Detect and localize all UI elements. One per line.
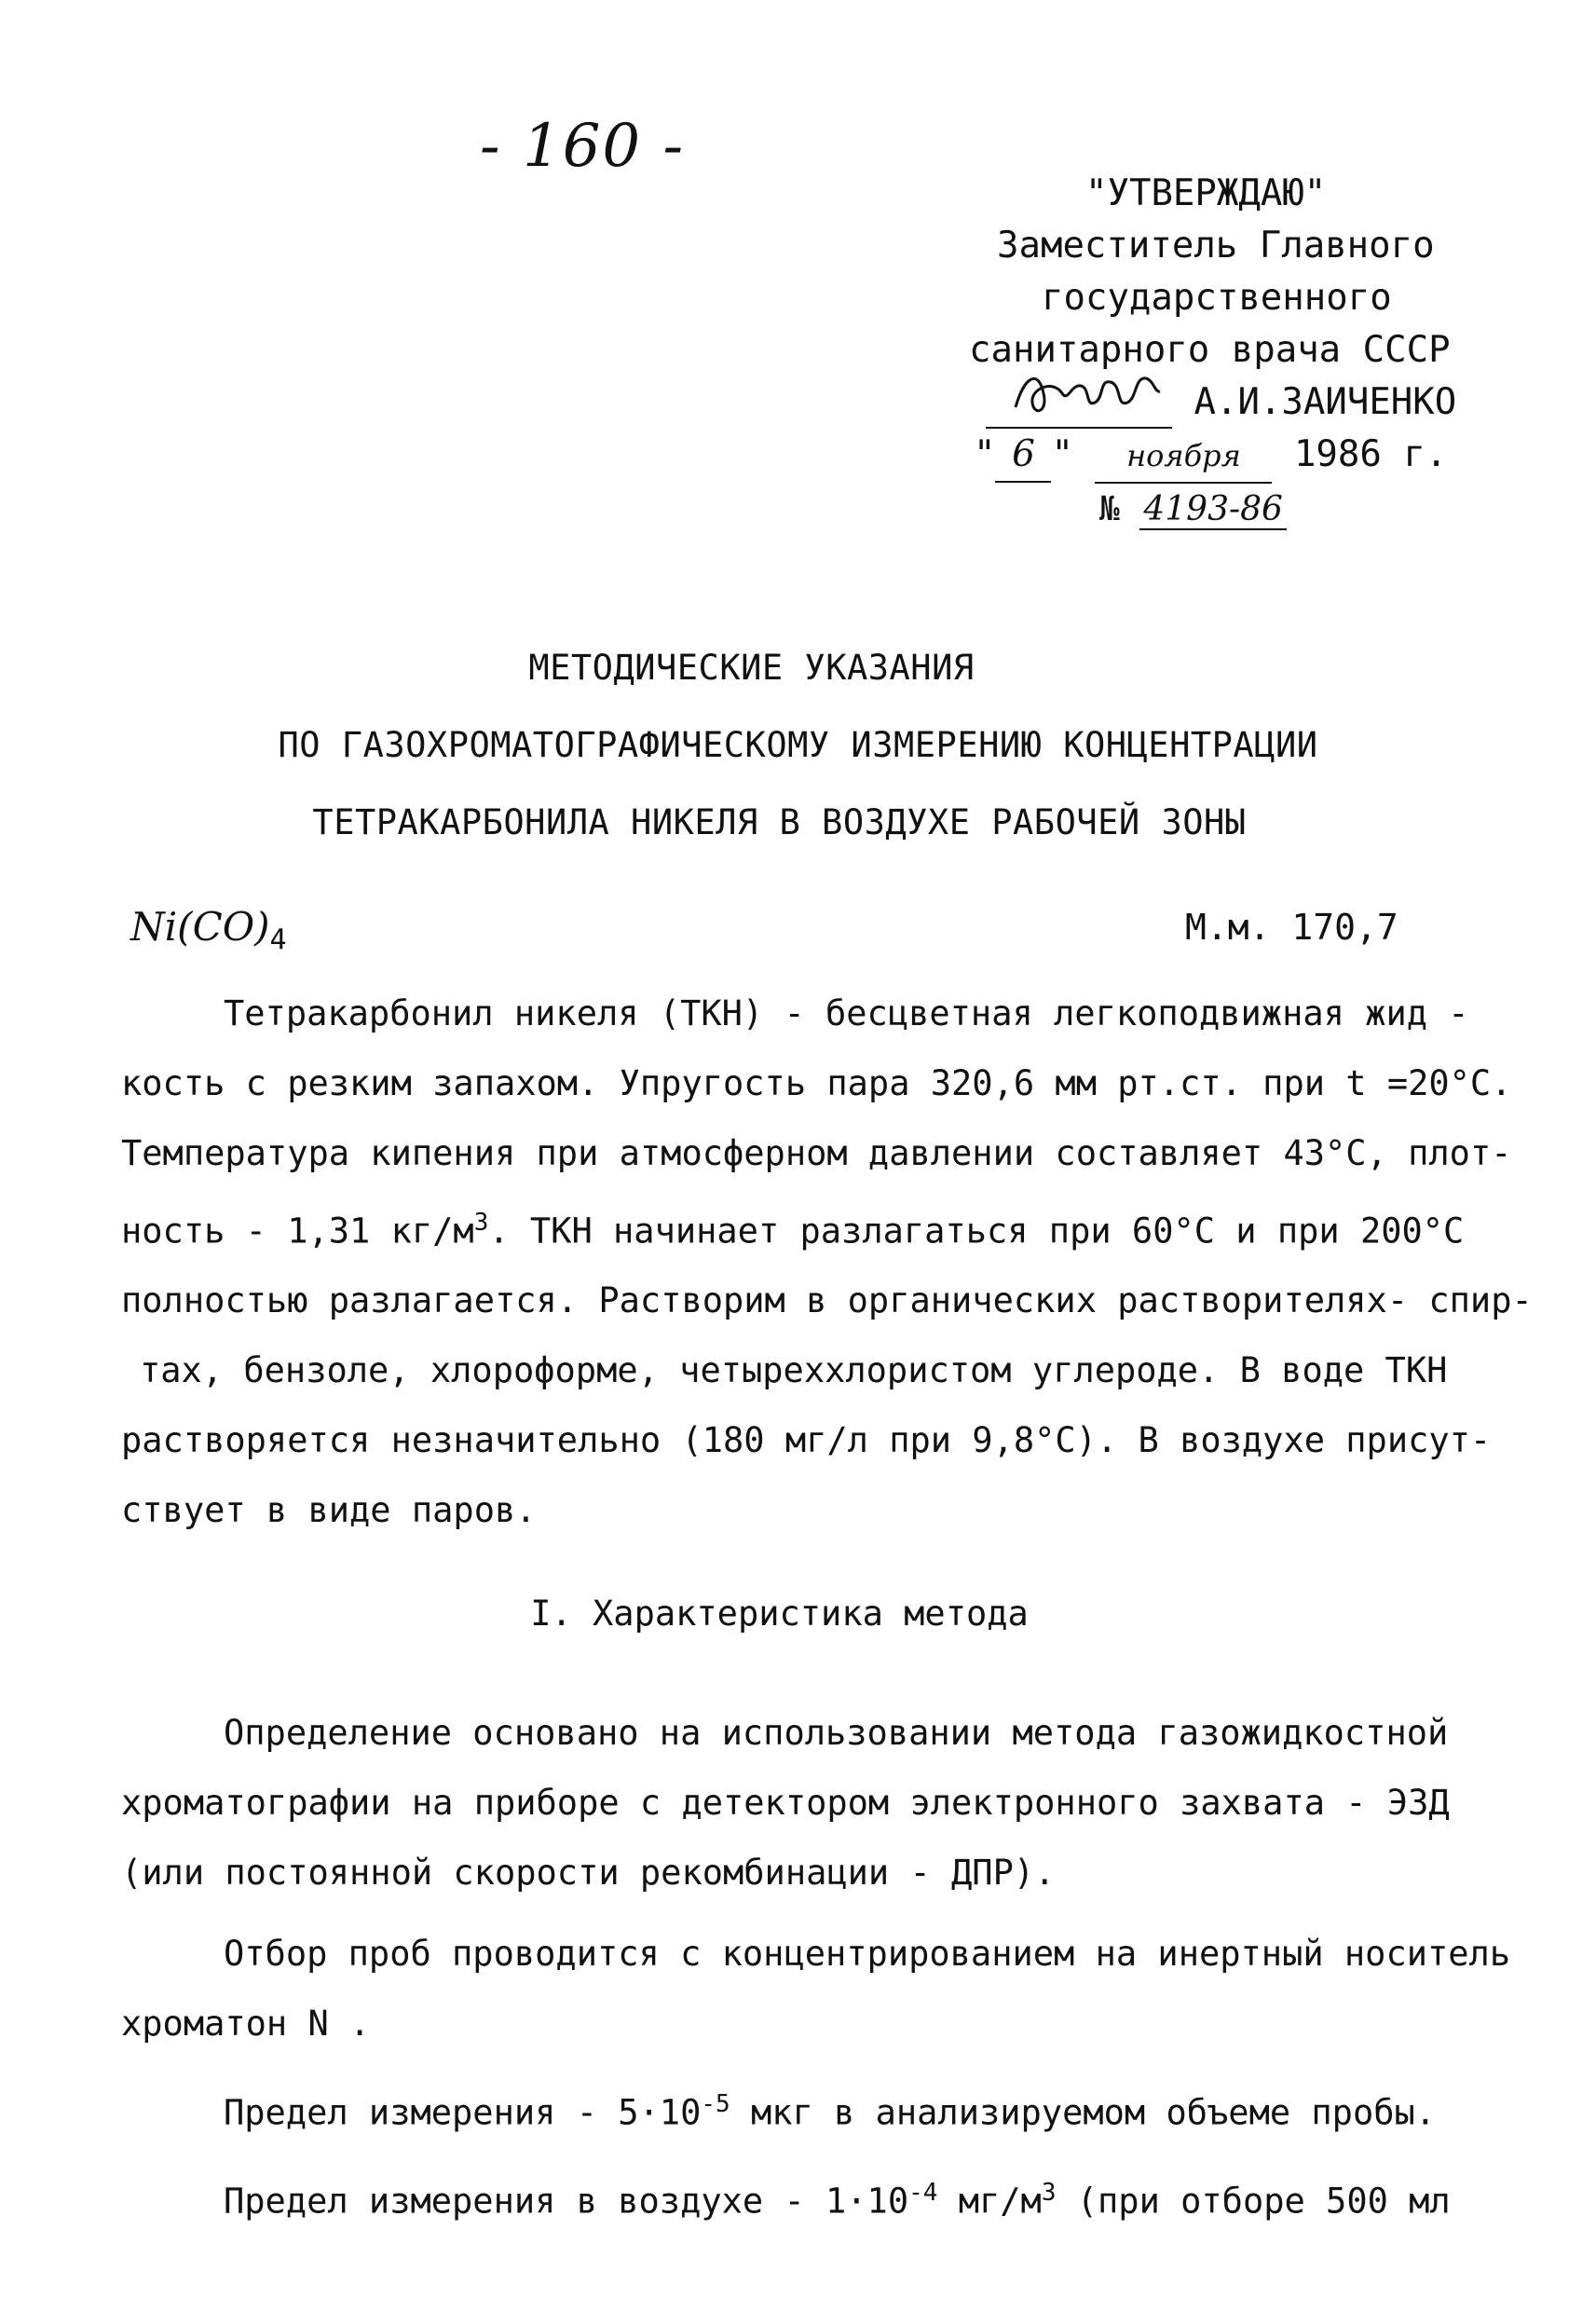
method-description: [121, 1698, 1511, 2237]
approval-date: " 6 " ноября 1986 г.: [969, 429, 1491, 484]
description-line: полностью разлагается. Растворим в органических растворителях- спир-: [121, 1280, 1533, 1321]
approval-position-line1: Заместитель Главного: [997, 225, 1435, 267]
section-heading: I. Характеристика метода: [530, 1594, 1029, 1634]
signature-line: [969, 376, 1491, 429]
substance-description: [121, 978, 1533, 1545]
title-line-1: МЕТОДИЧЕСКИЕ УКАЗАНИЯ: [528, 648, 975, 688]
approval-stamp: [969, 168, 1491, 536]
description-line: Тетракарбонил никеля (ТКН) - бесцветная легкоподвижная жид -: [224, 993, 1469, 1033]
approval-position-line2: государственного: [1042, 277, 1392, 319]
date-month: ноября: [1095, 430, 1272, 484]
description-line: ствует в виде паров.: [121, 1490, 537, 1531]
method-line: Предел измерения - $5\cdot 10^{-5}$ мкг в анализируемом объеме пробы.: [224, 2090, 1437, 2133]
molar-mass: М.м. 170,7: [1185, 907, 1398, 948]
method-line: Отбор проб проводится с концентрированием на инертный носитель: [224, 1934, 1511, 1974]
signer-name: А.И.ЗАИЧЕНКО: [1194, 381, 1457, 423]
chemical-formula: $Ni(CO)_4$: [130, 904, 287, 957]
method-line: хроматон N .: [121, 2004, 371, 2044]
approval-position-line3: санитарного врача СССР: [969, 329, 1451, 371]
method-line: Определение основано на использовании метода газожидкостной: [224, 1713, 1449, 1753]
handwritten-signature: [1006, 365, 1165, 421]
title-line-3: ТЕТРАКАРБОНИЛА НИКЕЛЯ В ВОЗДУХЕ РАБОЧЕЙ ЗОНЫ: [312, 802, 1247, 842]
description-line: Температура кипения при атмосферном давлении составляет 43°С, плот-: [121, 1133, 1512, 1173]
approval-heading: "УТВЕРЖДАЮ": [1085, 172, 1327, 214]
title-line-2: ПО ГАЗОХРОМАТОГРАФИЧЕСКОМУ ИЗМЕРЕНИЮ КОНЦЕНТРАЦИИ: [278, 725, 1318, 765]
method-line: хроматографии на приборе с детектором электронного захвата - ЭЗД: [121, 1783, 1450, 1823]
description-line: ность - 1,31 $кг/м^3$. ТКН начинает разлагаться при 60°С и при 200°С: [121, 1209, 1465, 1252]
page-number: - 160 -: [480, 112, 686, 181]
method-line: Предел измерения в воздухе - $1\cdot 10^{-4}$ $мг/м^3$ (при отборе 500 мл: [224, 2179, 1451, 2222]
method-line: (или постоянной скорости рекомбинации - ДПР).: [121, 1853, 1056, 1893]
description-line: кость с резким запахом. Упругость пара 320,6 мм рт.ст. при t =20°С.: [121, 1063, 1512, 1103]
description-line: растворяется незначительно (180 мг/л при 9,8°С). В воздухе присут-: [121, 1420, 1492, 1461]
date-year: 1986 г.: [1293, 433, 1448, 475]
registration-number: № 4193-86: [969, 484, 1491, 536]
document-title: [0, 629, 1596, 861]
registration-number-value: 4193-86: [1139, 490, 1287, 530]
description-line: тах, бензоле, хлороформе, четыреххлористом углероде. В воде ТКН: [140, 1350, 1448, 1391]
date-day: 6: [995, 429, 1051, 483]
